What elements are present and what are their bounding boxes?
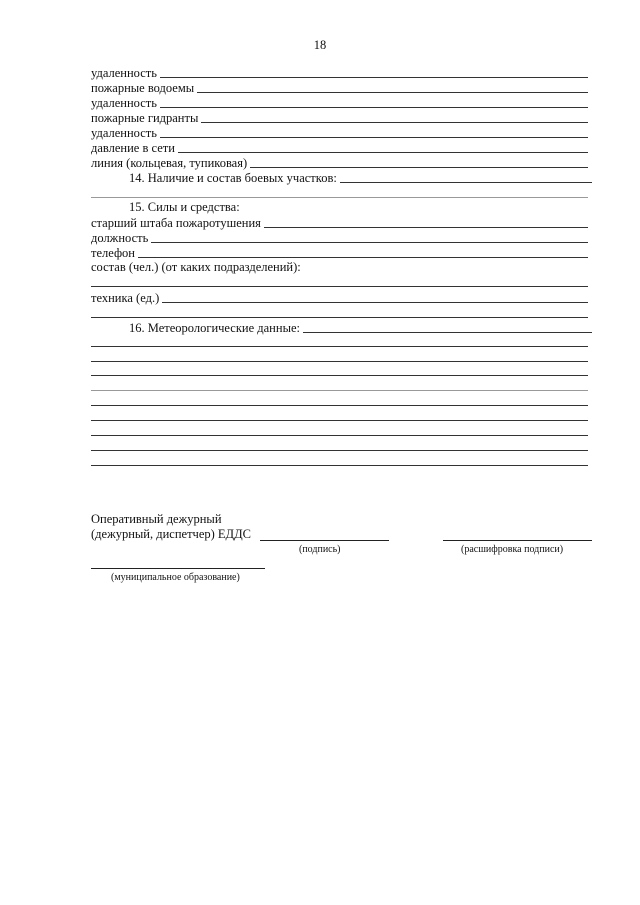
item-16	[129, 320, 592, 335]
signature-line[interactable]	[260, 540, 389, 541]
field-phone	[91, 245, 588, 260]
fill-line[interactable]	[264, 216, 588, 228]
fill-line[interactable]	[138, 246, 588, 258]
field-label: техника (ед.)	[91, 291, 160, 305]
field-distance-1	[91, 65, 588, 80]
blank-line[interactable]	[91, 286, 588, 287]
blank-line[interactable]	[91, 375, 588, 376]
field-label: удаленность	[91, 126, 157, 140]
blank-line[interactable]	[91, 465, 588, 466]
field-fire-reservoirs	[91, 80, 588, 95]
signature-decode-line[interactable]	[443, 540, 592, 541]
field-label: телефон	[91, 246, 135, 260]
field-label: удаленность	[91, 96, 157, 110]
fill-line[interactable]	[197, 81, 588, 93]
field-label: удаленность	[91, 66, 157, 80]
blank-line[interactable]	[91, 346, 588, 347]
fill-line[interactable]	[201, 111, 588, 123]
blank-line[interactable]	[91, 435, 588, 436]
fill-line[interactable]	[340, 171, 592, 183]
blank-line[interactable]	[91, 405, 588, 406]
blank-line[interactable]	[91, 361, 588, 362]
fill-line[interactable]	[162, 291, 588, 303]
field-position	[91, 230, 588, 245]
field-network-pressure	[91, 140, 588, 155]
field-label: пожарные водоемы	[91, 81, 195, 95]
field-label: пожарные гидранты	[91, 111, 199, 125]
field-label: должность	[91, 231, 149, 245]
fill-line[interactable]	[151, 231, 588, 243]
signature-title-line2: (дежурный, диспетчер) ЕДДС	[91, 527, 251, 541]
field-distance-2	[91, 95, 588, 110]
fill-line[interactable]	[178, 141, 588, 153]
fill-line[interactable]	[160, 96, 588, 108]
field-label: старший штаба пожаротушения	[91, 216, 261, 230]
field-label: линия (кольцевая, тупиковая)	[91, 156, 248, 170]
municipality-caption: (муниципальное образование)	[111, 572, 240, 583]
page-number: 18	[313, 38, 327, 52]
item-15-title: 15. Силы и средства:	[129, 200, 240, 214]
fill-line[interactable]	[160, 66, 588, 78]
field-chief-of-staff	[91, 215, 588, 230]
signature-caption: (подпись)	[299, 544, 341, 555]
fill-line[interactable]	[303, 321, 592, 333]
item-14	[129, 170, 592, 185]
field-label: давление в сети	[91, 141, 175, 155]
signature-decode-caption: (расшифровка подписи)	[461, 544, 564, 555]
blank-line[interactable]	[91, 390, 588, 391]
field-distance-3	[91, 125, 588, 140]
blank-line[interactable]	[91, 450, 588, 451]
fill-line[interactable]	[160, 126, 588, 138]
signature-title-line1: Оперативный дежурный	[91, 512, 222, 526]
item-14-label: 14. Наличие и состав боевых участков:	[129, 171, 337, 185]
field-fire-hydrants	[91, 110, 588, 125]
field-personnel-label: состав (чел.) (от каких подразделений):	[91, 260, 301, 274]
blank-line[interactable]	[91, 420, 588, 421]
blank-line[interactable]	[91, 197, 588, 198]
field-line-type	[91, 155, 588, 170]
municipality-line[interactable]	[91, 568, 265, 569]
item-16-label: 16. Метеорологические данные:	[129, 321, 300, 335]
blank-line[interactable]	[91, 317, 588, 318]
fill-line[interactable]	[250, 156, 588, 168]
field-equipment	[91, 290, 588, 305]
